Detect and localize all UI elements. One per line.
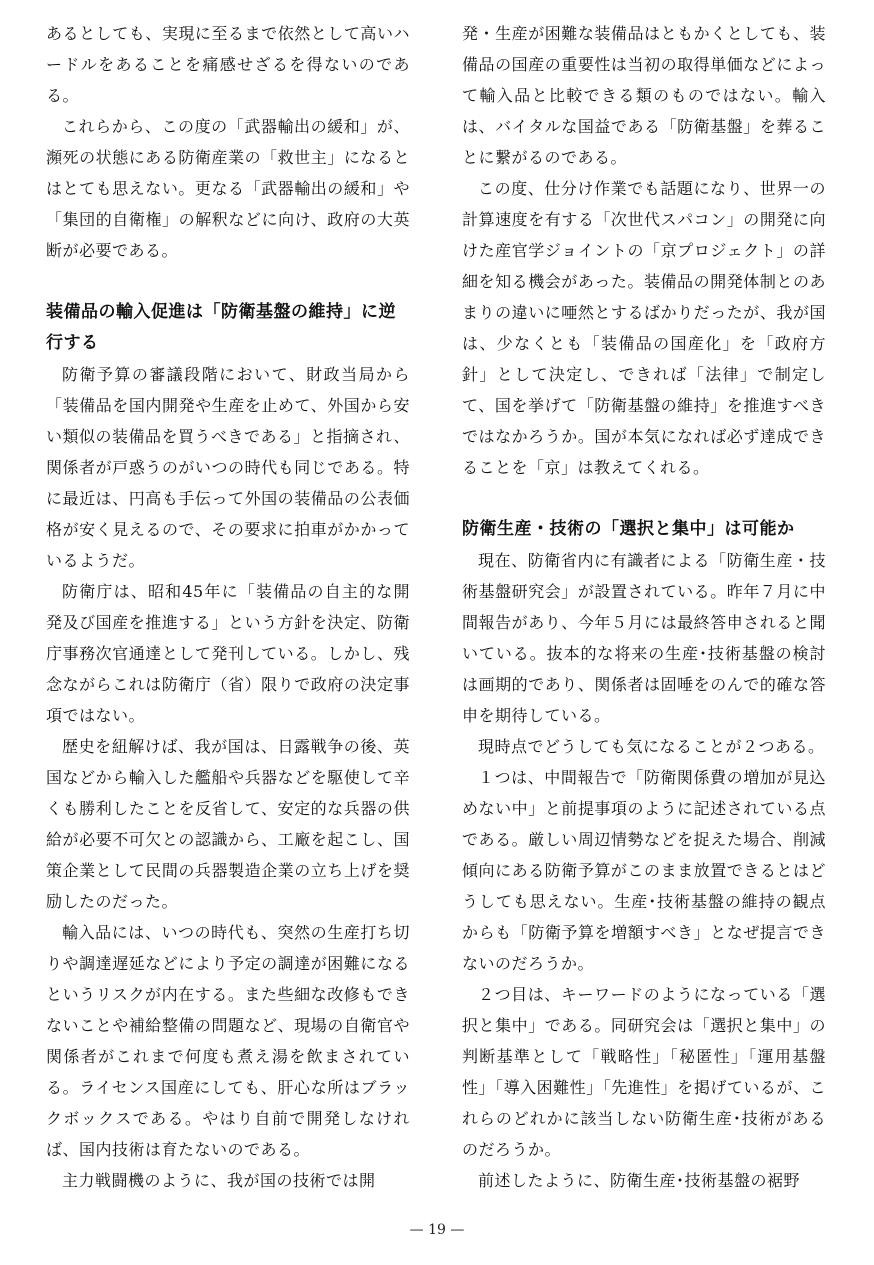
left-section-heading: 装備品の輸入促進は「防衛基盤の維持」に逆行する <box>46 302 396 353</box>
left-paragraph-2: これらから、この度の「武器輸出の緩和」が、瀕死の状態にある防衛産業の「救世主」になるとはとても思えない。更なる「武器輸出の緩和」や「集団的自衛権」の解釈などに向け、政府の大英断が必要である。 <box>46 117 410 260</box>
right-paragraph-1: 発・生産が困難な装備品はともかくとしても、装備品の国産の重要性は当初の取得単価などによって輸入品と比較できる類のものではない。輸入は、バイタルな国益である「防衛基盤」を葬ることに繋がるのである。 <box>462 24 826 167</box>
left-paragraph-1: あるとしても、実現に至るまで依然として高いハードルをあることを痛感せざるを得ないのである。 <box>46 24 410 105</box>
right-column <box>462 18 826 1196</box>
right-paragraph-2: この度、仕分け作業でも話題になり、世界一の計算速度を有する「次世代スパコン」の開発に向けた産官学ジョイントの「京プロジェクト」の詳細を知る機会があった。装備品の開発体制とのあまりの違いに唖然とするばかりだったが、我が国は、少なくとも「装備品の国産化」を「政府方針」として決定し、できれば「法律」で制定して、国を挙げて「防衛基盤の維持」を推進すべきではなかろうか。国が本気になれば必ず達成できることを「京」は教えてくれる。 <box>462 179 826 477</box>
left-paragraph-3: 防衛予算の審議段階において、財政当局から「装備品を国内開発や生産を止めて、外国から安い類似の装備品を買うべきである」と指摘され、関係者が戸惑うのがいつの時代も同じである。特に最近は、円高も手伝って外国の装備品の公表価格が安く見えるので、その要求に拍車がかかっているようだ。 <box>46 365 410 570</box>
left-paragraph-5: 歴史を紐解けば、我が国は、日露戦争の後、英国などから輸入した艦船や兵器などを駆使して辛くも勝利したことを反省して、安定的な兵器の供給が必要不可欠との認識から、工廠を起こし、国策企業として民間の兵器製造企業の立ち上げを奨励したのだった。 <box>46 737 410 911</box>
right-paragraph-4: 現時点でどうしても気になることが２つある。 <box>478 737 825 756</box>
left-paragraph-7: 主力戦闘機のように、我が国の技術では開 <box>62 1171 376 1190</box>
left-paragraph-4: 防衛庁は、昭和45年に「装備品の自主的な開発及び国産を推進する」という方針を決定、防衛庁事務次官通達として発刊している。しかし、残念ながらこれは防衛庁（省）限りで政府の決定事項ではない。 <box>46 582 410 725</box>
right-paragraph-3: 現在、防衛省内に有識者による「防衛生産・技術基盤研究会」が設置されている。昨年７月に中間報告があり、今年５月には最終答申されると聞いている。抜本的な将来の生産･技術基盤の検討は画期的であり、関係者は固唾をのんで的確な答申を期待している。 <box>462 551 826 725</box>
right-paragraph-6: ２つ目は、キーワードのようになっている「選択と集中」である。同研究会は「選択と集中」の判断基準として「戦略性」「秘匿性」「運用基盤性」「導入困難性」「先進性」を掲げているが、これらのどれかに該当しない防衛生産･技術があるのだろうか。 <box>462 985 826 1159</box>
left-column <box>46 18 410 1196</box>
right-paragraph-7: 前述したように、防衛生産･技術基盤の裾野 <box>478 1171 801 1190</box>
right-section-heading: 防衛生産・技術の「選択と集中」は可能か <box>462 519 795 539</box>
left-paragraph-6: 輸入品には、いつの時代も、突然の生産打ち切りや調達遅延などにより予定の調達が困難になるというリスクが内在する。また些細な改修もできないことや補給整備の問題など、現場の自衛官や関係者がこれまで何度も煮え湯を飲まされている。ライセンス国産にしても、肝心な所はブラックボックスである。やはり自前で開発しなければ、国内技術は育たないのである。 <box>46 923 410 1159</box>
page-number: — 19 — <box>409 1222 465 1238</box>
right-paragraph-5: １つは、中間報告で「防衛関係費の増加が見込めない中」と前提事項のように記述されている点である。厳しい周辺情勢などを捉えた場合、削減傾向にある防衛予算がこのまま放置できるとはどうしても思えない。生産･技術基盤の維持の観点からも「防衛予算を増額すべき」となぜ提言できないのだろうか。 <box>462 768 826 973</box>
